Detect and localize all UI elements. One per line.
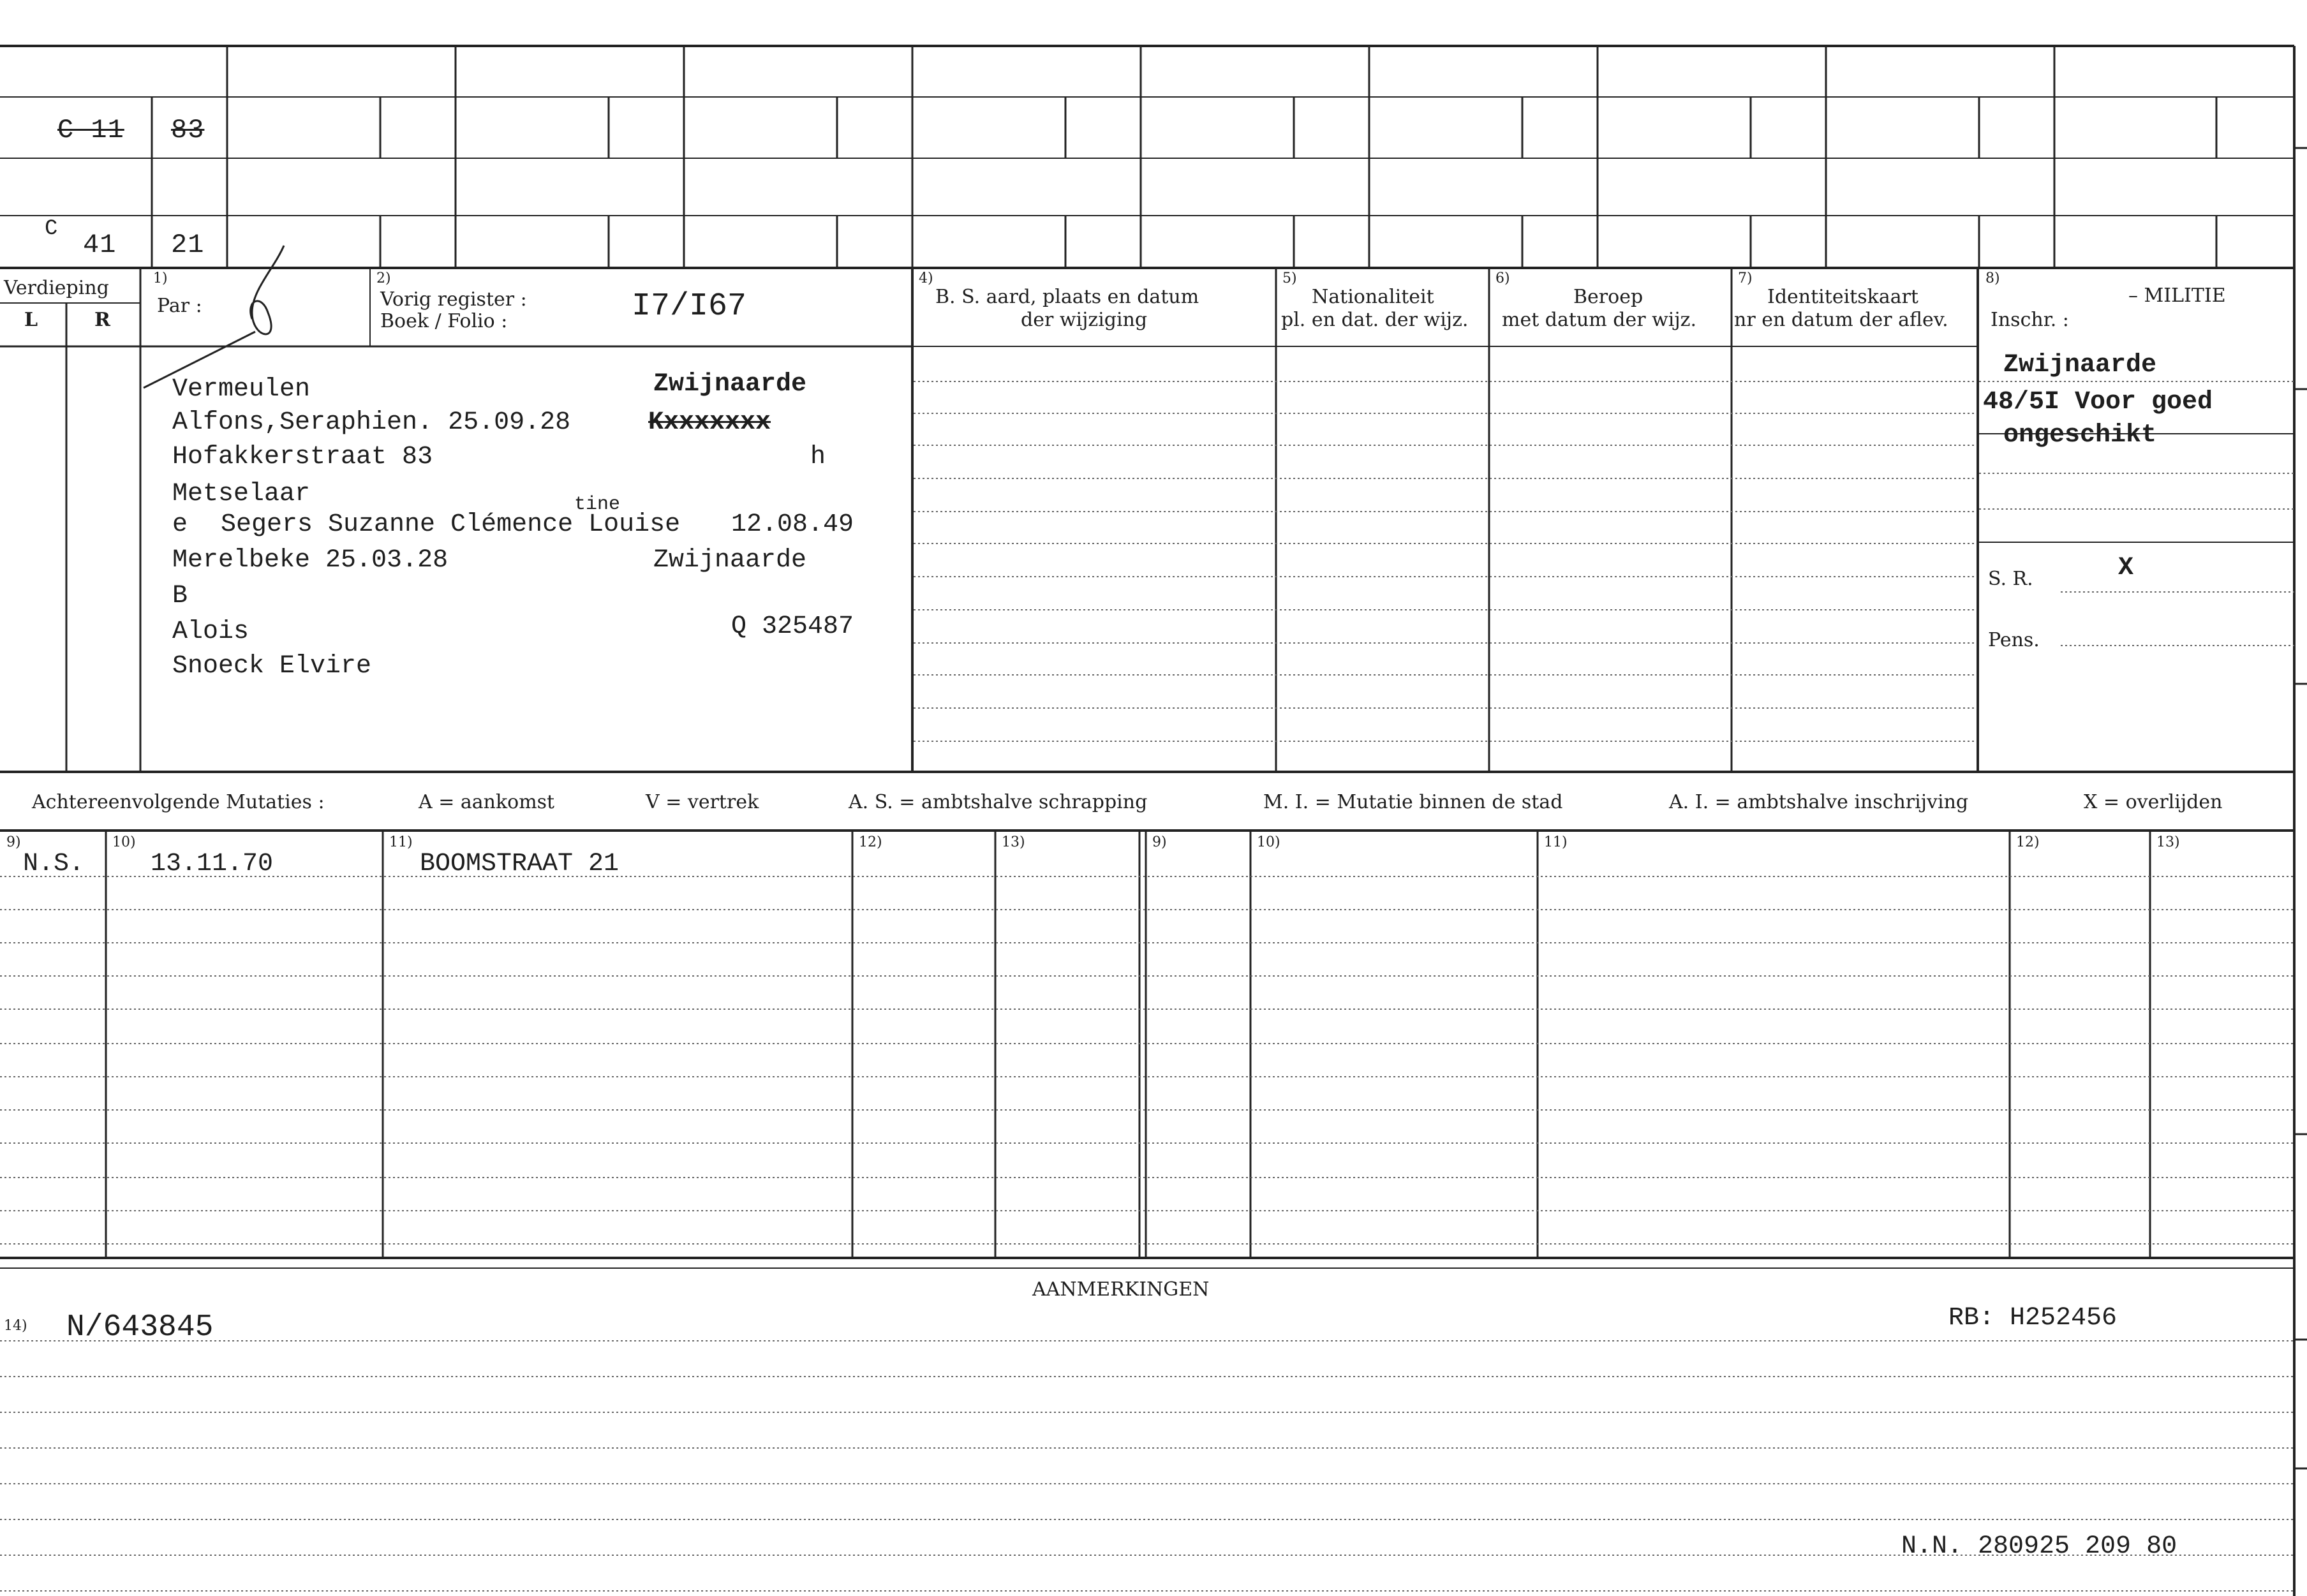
- col-r-label: R: [94, 309, 110, 331]
- bs-header-line2: der wijziging: [1021, 309, 1148, 331]
- floor-code-prefix: C: [45, 217, 58, 241]
- legend-ai: A. I. = ambtshalve inschrijving: [1669, 791, 1969, 813]
- vorig-register-label: Vorig register :: [380, 288, 527, 311]
- id-num: 7): [1738, 270, 1753, 286]
- boek-folio-label: Boek / Folio :: [380, 310, 508, 332]
- mut-col-13: 13): [1002, 834, 1025, 850]
- birth-place: Zwijnaarde: [653, 370, 807, 399]
- remarks-title: AANMERKINGEN: [1032, 1278, 1210, 1301]
- occupation: Metselaar: [172, 480, 311, 508]
- par-label: Par :: [157, 295, 202, 317]
- verdieping-label: Verdieping: [4, 277, 109, 299]
- col-l-label: L: [24, 309, 38, 331]
- inschr-label: Inschr. :: [1991, 309, 2069, 331]
- marriage-date: 12.08.49: [731, 510, 854, 539]
- mut-col-13-right: 13): [2156, 834, 2180, 850]
- remarks-number: N/643845: [66, 1310, 214, 1345]
- mut-col-9: 9): [6, 834, 21, 850]
- rb-number: RB: H252456: [1948, 1304, 2118, 1333]
- beroep-header-line2: met datum der wijz.: [1502, 309, 1696, 331]
- mut-col-10-right: 10): [1257, 834, 1280, 850]
- nat-header-line1: Nationaliteit: [1312, 286, 1434, 308]
- beroep-num: 6): [1495, 270, 1510, 286]
- militie-line3: ongeschikt: [2003, 421, 2157, 450]
- previous-register-value: I7/I67: [632, 288, 747, 325]
- beroep-header-line1: Beroep: [1573, 286, 1643, 308]
- floor-code: 41: [83, 230, 117, 260]
- status-code: B: [172, 582, 188, 610]
- mut-col-11-right: 11): [1544, 834, 1568, 850]
- marriage-place: Zwijnaarde: [653, 546, 807, 575]
- nat-header-line2: pl. en dat. der wijz.: [1281, 309, 1469, 331]
- legend-x: X = overlijden: [2084, 791, 2223, 813]
- mut-col-12: 12): [859, 834, 882, 850]
- address-mark: h: [810, 443, 826, 471]
- reference-code: Q 325487: [731, 612, 854, 641]
- father-name: Alois: [172, 617, 249, 646]
- spouse-name-insert: tine: [574, 494, 621, 515]
- mutation-address: BOOMSTRAAT 21: [420, 850, 619, 878]
- old-floor-code: C 11: [57, 115, 124, 145]
- given-names-birthdate: Alfons,Seraphien. 25.09.28: [172, 408, 571, 437]
- spouse-birth: Merelbeke 25.03.28: [172, 546, 449, 575]
- militie-title: – MILITIE: [2128, 284, 2226, 307]
- sr-label: S. R.: [1988, 568, 2033, 590]
- remarks-num: 14): [4, 1318, 27, 1334]
- id-header-line2: nr en datum der aflev.: [1734, 309, 1948, 331]
- mut-col-11: 11): [389, 834, 413, 850]
- legend-mi: M. I. = Mutatie binnen de stad: [1263, 791, 1563, 813]
- mother-name: Snoeck Elvire: [172, 652, 372, 681]
- militie-line2: 48/5I Voor goed: [1983, 388, 2213, 417]
- address: Hofakkerstraat 83: [172, 443, 433, 471]
- surname: Vermeulen: [172, 375, 311, 404]
- mut-col-10: 10): [112, 834, 136, 850]
- legend-as: A. S. = ambtshalve schrapping: [849, 791, 1148, 813]
- legend-title: Achtereenvolgende Mutaties :: [32, 791, 325, 813]
- mut-col-9-right: 9): [1152, 834, 1167, 850]
- mut-col-12-right: 12): [2016, 834, 2040, 850]
- old-house-number: 83: [171, 115, 205, 145]
- legend-v: V = vertrek: [646, 791, 759, 813]
- pens-label: Pens.: [1988, 629, 2040, 651]
- bs-header-line1: B. S. aard, plaats en datum: [935, 286, 1199, 308]
- militie-line1: Zwijnaarde: [2003, 351, 2157, 380]
- spouse-name: Segers Suzanne Clémence Louise: [221, 510, 681, 539]
- house-number: 21: [171, 230, 205, 260]
- nat-num: 5): [1282, 270, 1297, 286]
- vorig-num: 2): [376, 270, 391, 286]
- bs-num: 4): [919, 270, 933, 286]
- sr-value: X: [2118, 554, 2134, 582]
- par-num: 1): [153, 270, 168, 286]
- legend-a: A = aankomst: [419, 791, 555, 813]
- id-header-line1: Identiteitskaart: [1767, 286, 1918, 308]
- mutation-code: N.S.: [23, 850, 85, 878]
- spouse-prefix: e: [172, 510, 188, 539]
- struck-text: Kxxxxxxx: [648, 408, 771, 437]
- mutation-date: 13.11.70: [151, 850, 274, 878]
- national-number: N.N. 280925 209 80: [1901, 1532, 2177, 1561]
- militie-num: 8): [1985, 270, 2000, 286]
